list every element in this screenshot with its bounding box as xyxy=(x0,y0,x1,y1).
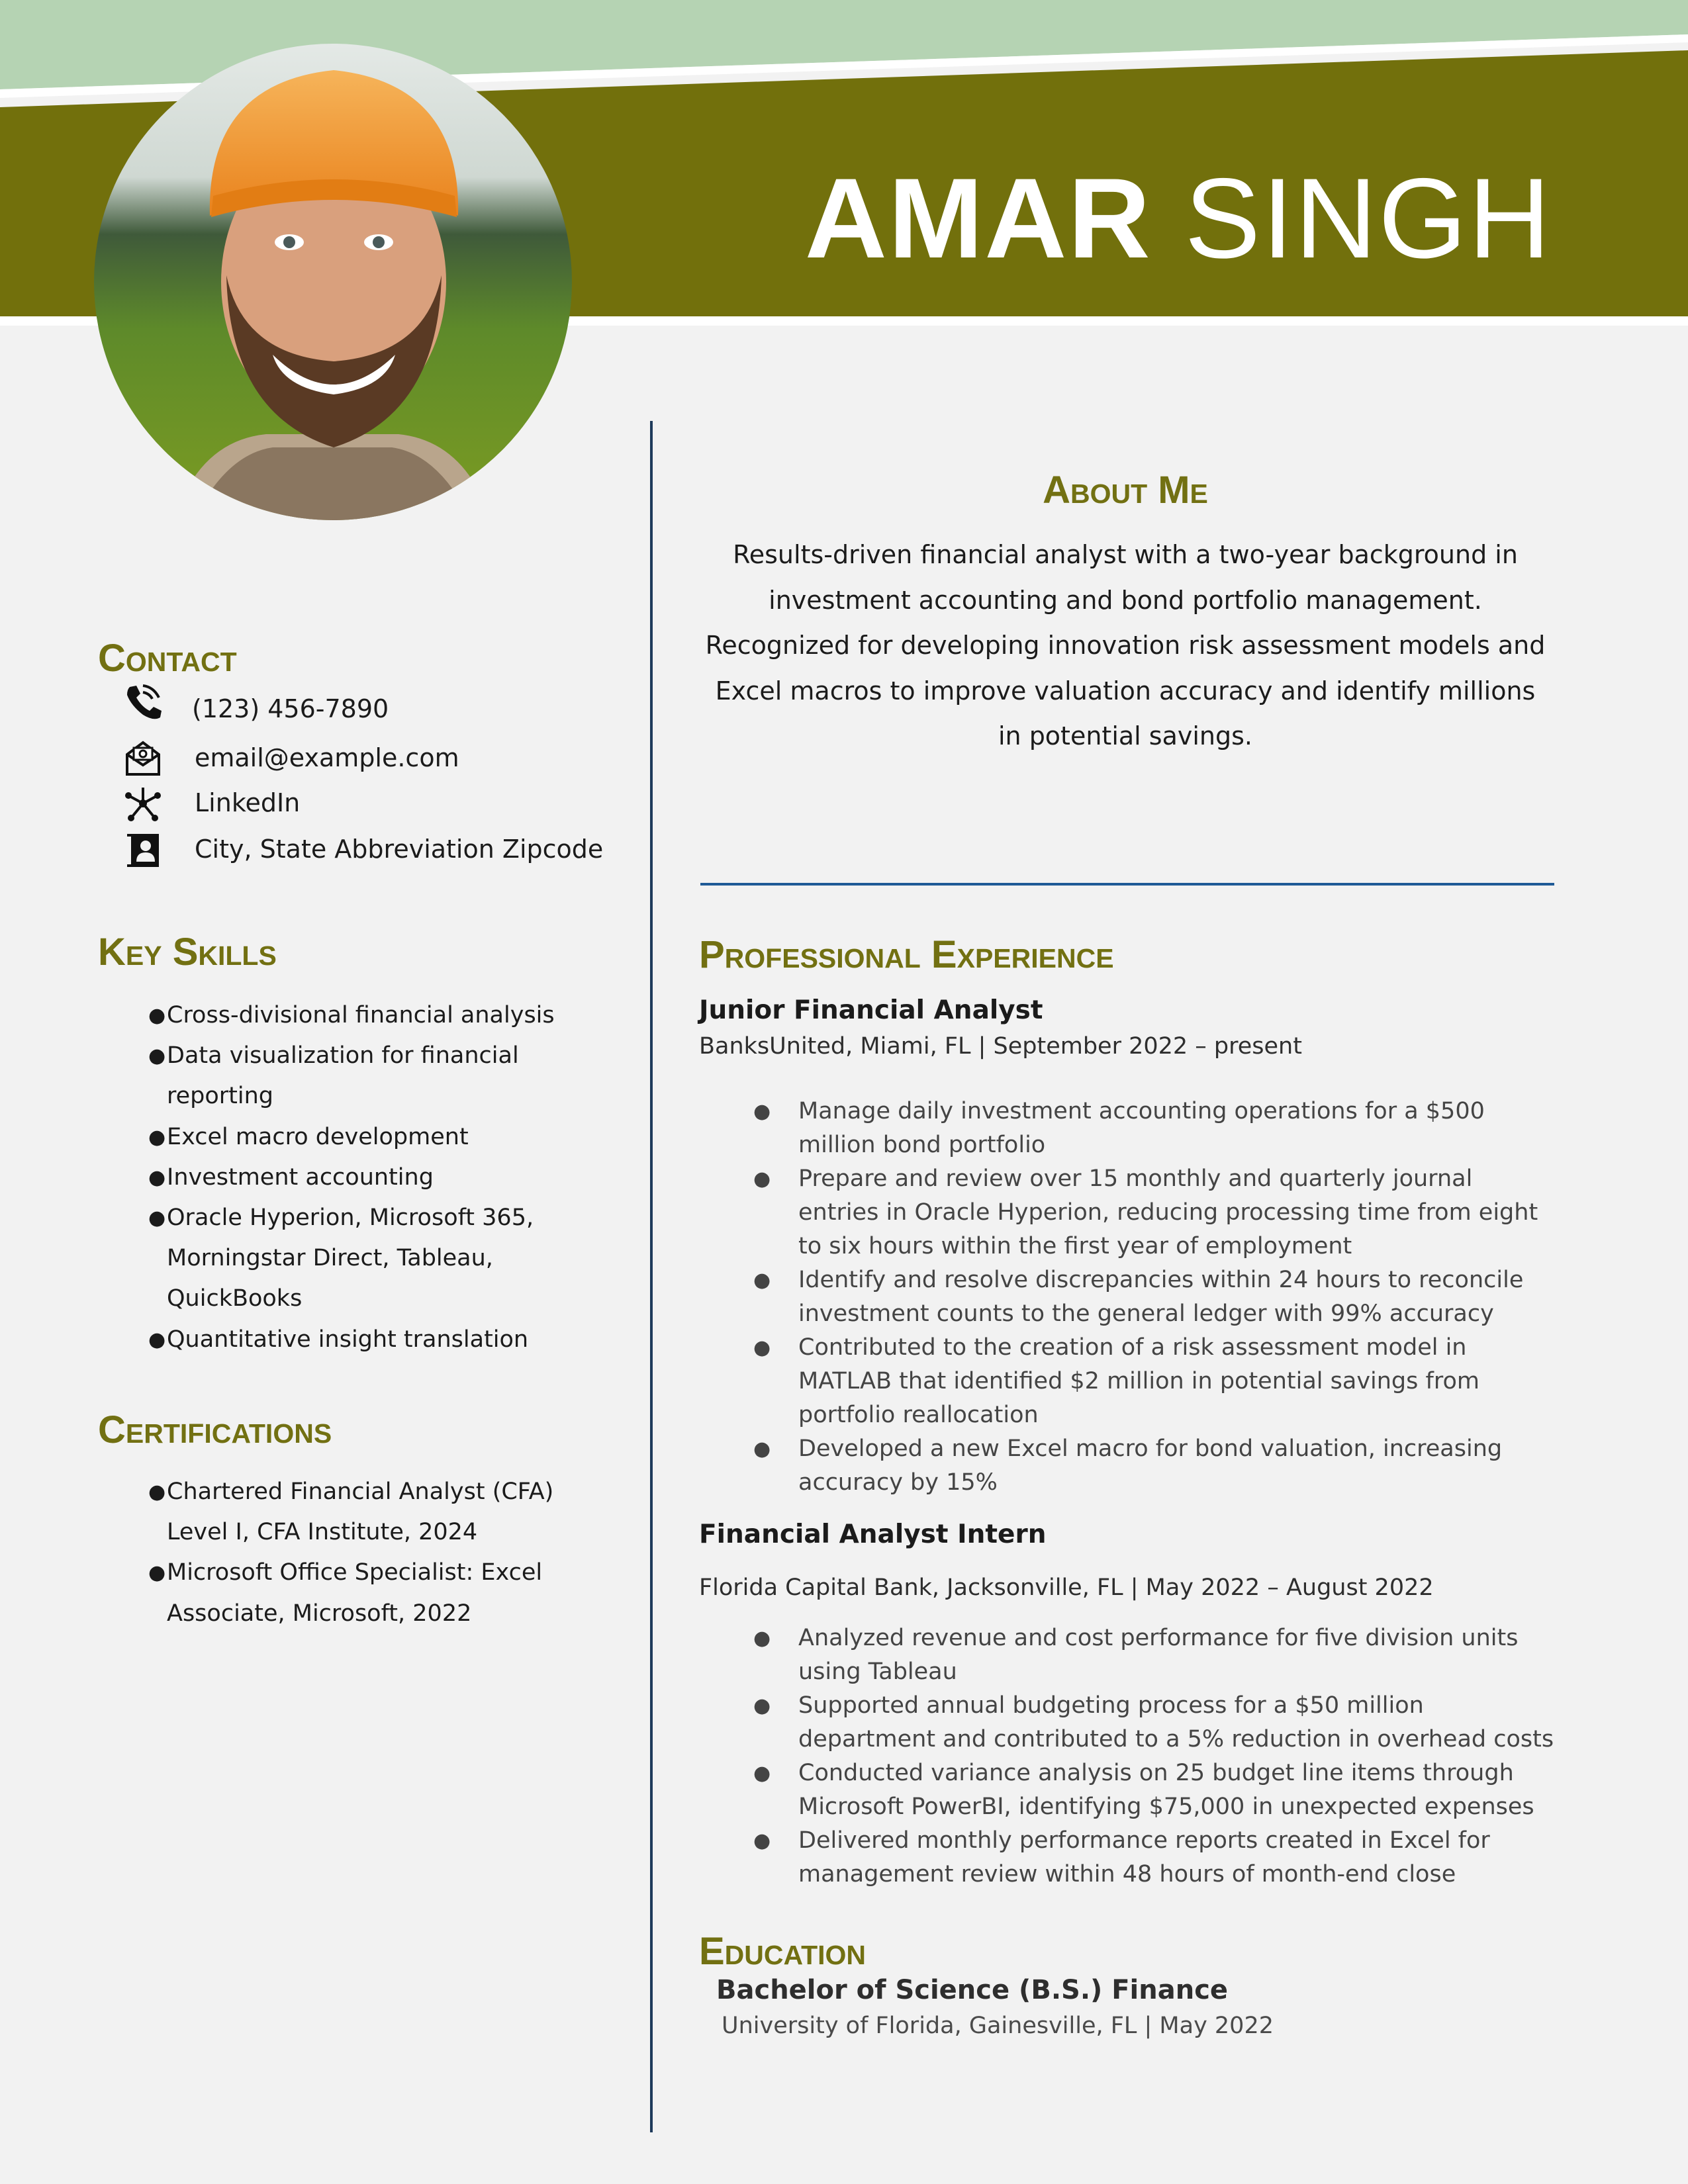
job-title: Financial Analyst Intern xyxy=(699,1520,1047,1549)
job-meta: BanksUnited, Miami, FL | September 2022 – present xyxy=(699,1033,1302,1060)
about-heading: About Me xyxy=(1043,469,1208,512)
education-degree: Bachelor of Science (B.S.) Finance xyxy=(716,1975,1229,2005)
list-item: ● Prepare and review over 15 monthly and quarterly journal entries in Oracle Hyperion, reducing processing time from eight to six hours within the first year of employment xyxy=(753,1165,1538,1259)
section-rule xyxy=(700,883,1554,886)
contact-linkedin-text[interactable]: LinkedIn xyxy=(195,788,301,817)
address-icon xyxy=(123,830,163,870)
list-item: ● Microsoft Office Specialist: Excel Associate, Microsoft, 2022 xyxy=(148,1559,543,1627)
certifications-list xyxy=(119,1472,583,1634)
list-item: ● Delivered monthly performance reports created in Excel for management review within 48 hours of month-end close xyxy=(753,1827,1490,1888)
list-item: ● Developed a new Excel macro for bond valuation, increasing accuracy by 15% xyxy=(753,1435,1503,1496)
list-item: ● Conducted variance analysis on 25 budget line items through Microsoft PowerBI, identifying $75,000 in unexpected expenses xyxy=(753,1760,1534,1820)
list-item: ● Chartered Financial Analyst (CFA) Level I, CFA Institute, 2024 xyxy=(148,1479,554,1546)
contact-heading: Contact xyxy=(98,637,237,680)
contact-row-linkedin xyxy=(119,781,622,826)
list-item: ● Contributed to the creation of a risk assessment model in MATLAB that identified $2 million in potential savings from portfolio reallocation xyxy=(753,1334,1479,1428)
job-bullets xyxy=(700,1621,1554,1891)
email-icon xyxy=(123,739,163,778)
list-item: ● Oracle Hyperion, Microsoft 365, Morningstar Direct, Tableau, QuickBooks xyxy=(148,1205,534,1312)
first-name: AMAR xyxy=(804,155,1152,282)
certifications-heading: Certifications xyxy=(98,1408,332,1451)
phone-icon xyxy=(123,683,163,723)
contact-row-address xyxy=(119,827,622,872)
list-item: ● Cross-divisional financial analysis xyxy=(148,1002,555,1028)
contact-row-email xyxy=(119,736,622,781)
about-text: Results-driven financial analyst with a two-year background in investment accounting and bond portfolio management. Recognized for developing innovation risk assessment models and Excel macros to improve valuation accuracy and identify millions in potential savings. xyxy=(705,540,1546,751)
contact-row-phone xyxy=(119,680,622,725)
education-heading: Education xyxy=(699,1930,867,1973)
skills-list xyxy=(119,995,596,1360)
list-item: ● Identify and resolve discrepancies within 24 hours to reconcile investment counts to the general ledger with 99% accuracy xyxy=(753,1267,1524,1327)
job-title: Junior Financial Analyst xyxy=(699,995,1043,1025)
linkedin-icon xyxy=(123,784,163,823)
list-item: ● Data visualization for financial reporting xyxy=(148,1042,519,1110)
column-divider xyxy=(650,421,653,2132)
candidate-name xyxy=(748,152,1609,285)
list-item: ● Excel macro development xyxy=(148,1123,469,1150)
skills-heading: Key Skills xyxy=(98,931,277,974)
contact-email-text[interactable]: email@example.com xyxy=(195,743,459,772)
contact-phone-text: (123) 456-7890 xyxy=(192,694,389,723)
job-meta: Florida Capital Bank, Jacksonville, FL | May 2022 – August 2022 xyxy=(699,1574,1434,1601)
last-name: SINGH xyxy=(1184,155,1552,282)
list-item: ● Analyzed revenue and cost performance for five division units using Tableau xyxy=(753,1625,1519,1685)
list-item: ● Investment accounting xyxy=(148,1163,434,1191)
experience-heading: Professional Experience xyxy=(699,933,1114,976)
education-meta: University of Florida, Gainesville, FL | May 2022 xyxy=(722,2013,1274,2039)
profile-photo xyxy=(94,44,572,520)
job-bullets xyxy=(700,1095,1554,1500)
list-item: ● Manage daily investment accounting operations for a $500 million bond portfolio xyxy=(753,1098,1485,1158)
list-item: ● Quantitative insight translation xyxy=(148,1326,529,1353)
list-item: ● Supported annual budgeting process for a $50 million department and contributed to a 5% reduction in overhead costs xyxy=(753,1692,1554,1752)
contact-address-text: City, State Abbreviation Zipcode xyxy=(195,835,604,864)
